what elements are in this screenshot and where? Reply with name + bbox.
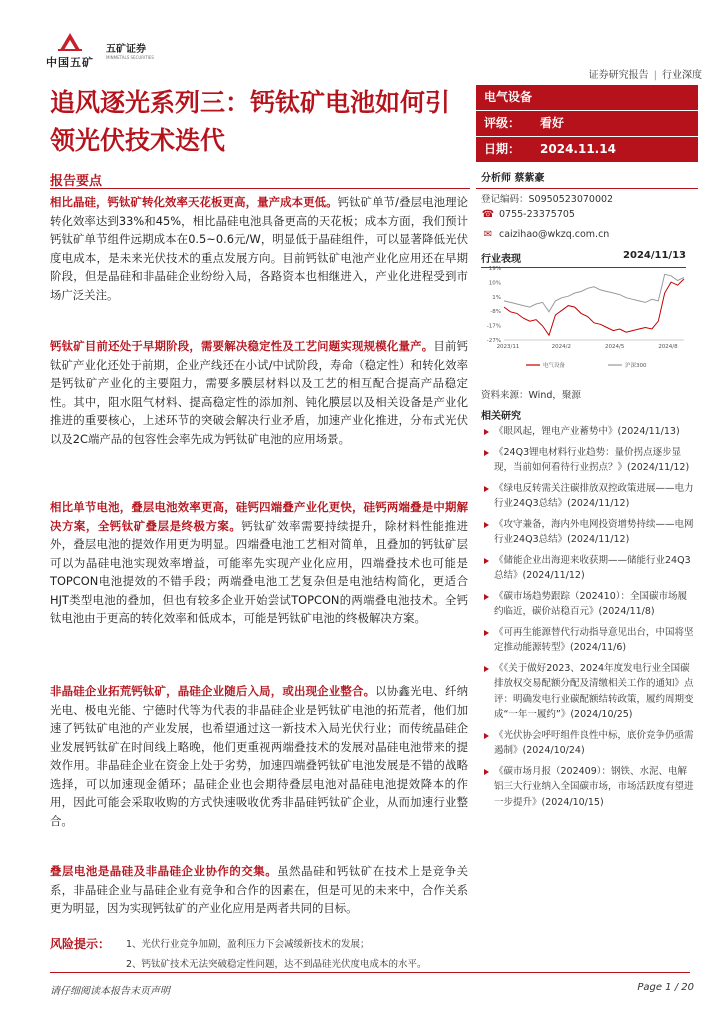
analyst-reg: 登记编码：S0950523070002 <box>481 194 614 205</box>
paragraph-body: 目前钙钛矿产业化还处于前期，企业产线还在小试/中试阶段，寿命（稳定性）和转化效率是钙钛矿产业化的主要阻力，需要多膜层材料以及工艺的相互配合提高产品稳定性。其中，阻水阻气材料、提高稳定性的添加剂、钝化膜层以及相关设备是产业化推进的重要核心，上述环节的突破会解决行业矛盾，加速产业化推进，分布式光伏以及2C端产品的包容性会率先成为钙钛矿电池的应用场景。 <box>50 339 468 446</box>
phone-icon: ☎ <box>481 209 495 220</box>
y-tick-label: 1% <box>492 294 501 301</box>
paragraph-lead: 相比晶硅，钙钛矿转化效率天花板更高，量产成本更低。 <box>50 195 338 209</box>
summary-paragraph <box>50 337 468 448</box>
section-heading: 报告要点 <box>50 174 103 189</box>
y-tick-label: -17% <box>486 323 501 330</box>
data-source: 资料来源：Wind，聚源 <box>481 390 581 401</box>
related-item[interactable]: 《《关于做好2023、2024年度发电行业全国碳排放权交易配额分配及清缴相关工作的通知》点评：明确发电行业碳配额结转政策，履约周期变成“一年一履约”》(2024/10/25) <box>484 661 694 723</box>
divider <box>50 188 470 189</box>
industry-name: 电气设备 <box>484 90 533 104</box>
date-label: 日期： <box>484 142 521 156</box>
industry-row <box>476 85 698 111</box>
y-tick-label: 10% <box>488 280 501 287</box>
paragraph-body: 虽然晶硅和钙钛矿在技术上是竞争关系，非晶硅企业与晶硅企业有竞争和合作的因素在，但是可见的未来中，合作关系更为明显，因为实现钙钛矿的产业化应用是两者共同的目标。 <box>50 864 468 915</box>
series-line <box>504 274 684 312</box>
analyst-name: 分析师 蔡紫豪 <box>481 173 545 184</box>
page-number: Page 1 / 20 <box>637 982 694 993</box>
related-item[interactable]: 《眼风起，锂电产业蓄势中》(2024/11/13) <box>484 424 694 440</box>
report-subtype-label: 行业深度 <box>662 70 702 81</box>
separator: | <box>653 70 657 81</box>
related-list <box>484 424 694 815</box>
perf-date: 2024/11/13 <box>623 250 686 261</box>
series-line <box>504 279 684 335</box>
divider <box>476 188 698 189</box>
risk-item: 2、钙钛矿技术无法突破稳定性问题，达不到晶硅光伏度电成本的水平。 <box>126 959 427 970</box>
paragraph-lead: 相比单节电池，叠层电池效率更高，硅钙四端叠产业化更快，硅钙两端叠是中期解决方案，全钙钛矿叠层是终极方案。 <box>50 500 468 533</box>
perf-label: 行业表现 <box>481 254 521 265</box>
paragraph-body: 钙钛矿单节/叠层电池理论转化效率达到33%和45%，相比晶硅电池具备更高的天花板；成本方面，我们预计钙钛矿单节组件远期成本在0.5~0.6元/W，明显低于晶硅组件，可以显著降低光伏度电成本，是未来光伏技术的重点发展方向。目前钙钛矿电池产业化应用还在早期阶段，但是晶硅和非晶硅企业纷纷入局，各路资本也相继进入，产业化进程受到市场广泛关注。 <box>50 195 468 302</box>
brand-name: 五矿证券 <box>106 44 146 55</box>
brand-name-en: MINMETALS SECURITIES <box>106 55 154 60</box>
y-tick-label: -27% <box>486 338 501 344</box>
report-title: 追风逐光系列三：钙钛矿电池如何引领光伏技术迭代 <box>50 88 451 155</box>
paragraph-lead: 叠层电池是晶硅及非晶硅企业协作的交集。 <box>50 864 278 878</box>
paragraph-lead: 钙钛矿目前还处于早期阶段，需要解决稳定性及工艺问题实现规模化量产。 <box>50 339 434 353</box>
related-item[interactable]: 《攻守兼备，海内外电网投资增势持续——电网行业24Q3总结》(2024/11/12) <box>484 517 694 548</box>
analyst-email <box>481 229 609 240</box>
summary-paragraph <box>50 862 468 918</box>
y-tick-label: 19% <box>488 266 501 272</box>
related-item[interactable]: 《可再生能源替代行动指导意见出台，中国将坚定推动能源转型》(2024/11/6) <box>484 625 694 656</box>
related-item[interactable]: 《碳市场月报（202409）：钢铁、水泥、电解铝三大行业纳入全国碳市场，市场活跃度有望进一步提升》(2024/10/15) <box>484 764 694 811</box>
related-item[interactable]: 《24Q3锂电材料行业趋势：量价拐点逐步显现，当前如何看待行业拐点？》(2024/11/12) <box>484 445 694 476</box>
date-row <box>476 137 698 162</box>
summary-paragraph <box>50 498 468 628</box>
related-item[interactable]: 《绿电反转需关注碳排放双控政策进展——电力行业24Q3总结》(2024/11/12) <box>484 481 694 512</box>
x-tick-label: 2024/2 <box>551 344 572 350</box>
y-tick-label: -8% <box>490 309 501 316</box>
company-logo <box>40 30 100 70</box>
logo-mark-icon <box>55 30 85 52</box>
legend-label: 沪深300 <box>625 363 647 369</box>
footer-divider <box>50 972 690 973</box>
phone-number: 0755-23375705 <box>499 209 575 220</box>
risk-label: 风险提示： <box>50 937 111 951</box>
paragraph-body: 以协鑫光电、纤纳光电、极电光能、宁德时代等为代表的非晶硅企业是钙钛矿电池的拓荒者，他们加速了钙钛矿电池的产业发展，也希望通过这一新技术入局光伏行业；而传统晶硅企业发展钙钛矿在时间线上略晚，他们更重视两端叠技术的发展对晶硅电池带来的提效作用。非晶硅企业在资金上处于劣势，加速四端叠钙钛矿电池发展是不错的战略选择，可以加速现金循环；晶硅企业也会期待叠层电池对晶硅电池提效降本的作用，因此可能会采取收购的方式快速吸收优秀非晶硅钙钛矿企业，从而加速行业整合。 <box>50 684 468 828</box>
paragraph-body: 钙钛矿效率需要持续提升，除材料性能推进外，叠层电池的提效作用更为明显。四端叠电池工艺相对简单，且叠加的钙钛矿层可以为晶硅电池实现效率增益，可能率先实现产业化应用，四端叠技术也可能是TOPCON电池提效的不错手段；两端叠电池工艺复杂但是电池结构简化，更适合HJT类型电池的叠加，但也有较多企业开始尝试TOPCON的两端叠电池技术。全钙钛电池由于更高的转化效率和低成本，可能是钙钛矿电池的终极解决方案。 <box>50 518 468 625</box>
report-type <box>589 66 702 81</box>
report-type-label: 证券研究报告 <box>588 70 649 81</box>
summary-paragraph <box>50 193 468 304</box>
summary-paragraph <box>50 682 468 830</box>
brand-logo <box>106 40 154 60</box>
analyst-phone <box>481 209 575 220</box>
legend-label: 电气设备 <box>543 363 566 369</box>
company-name: 中国五矿 <box>46 56 94 69</box>
paragraph-lead: 非晶硅企业拓荒钙钛矿，晶硅企业随后入局，或出现企业整合。 <box>50 684 376 698</box>
risk-item: 1、光伏行业竞争加剧，盈利压力下会减缓新技术的发展； <box>126 939 370 950</box>
x-tick-label: 2024/5 <box>604 344 625 350</box>
rating-panel <box>476 85 698 162</box>
related-item[interactable]: 《碳市场趋势跟踪（202410）：全国碳市场履约临近，碳价站稳百元》(2024/11/8) <box>484 589 694 620</box>
rating-label: 评级： <box>484 116 521 130</box>
rating-row <box>476 111 698 137</box>
related-heading: 相关研究 <box>481 411 521 422</box>
performance-chart <box>476 262 691 374</box>
email-icon: ✉ <box>483 229 493 240</box>
related-item[interactable]: 《储能企业出海迎来收获期——储能行业24Q3总结》(2024/11/12) <box>484 553 694 584</box>
x-tick-label: 2023/11 <box>496 344 520 350</box>
email-address[interactable]: caizihao@wkzq.com.cn <box>499 229 610 240</box>
footer-disclaimer: 请仔细阅读本报告末页声明 <box>50 986 170 997</box>
chart-svg <box>476 262 691 374</box>
related-item[interactable]: 《光伏协会呼吁组件良性中标，底价竞争仍亟需遏制》(2024/10/24) <box>484 728 694 759</box>
x-tick-label: 2024/8 <box>658 344 678 350</box>
date-value: 2024.11.14 <box>540 142 616 156</box>
rating-value: 看好 <box>540 116 565 130</box>
